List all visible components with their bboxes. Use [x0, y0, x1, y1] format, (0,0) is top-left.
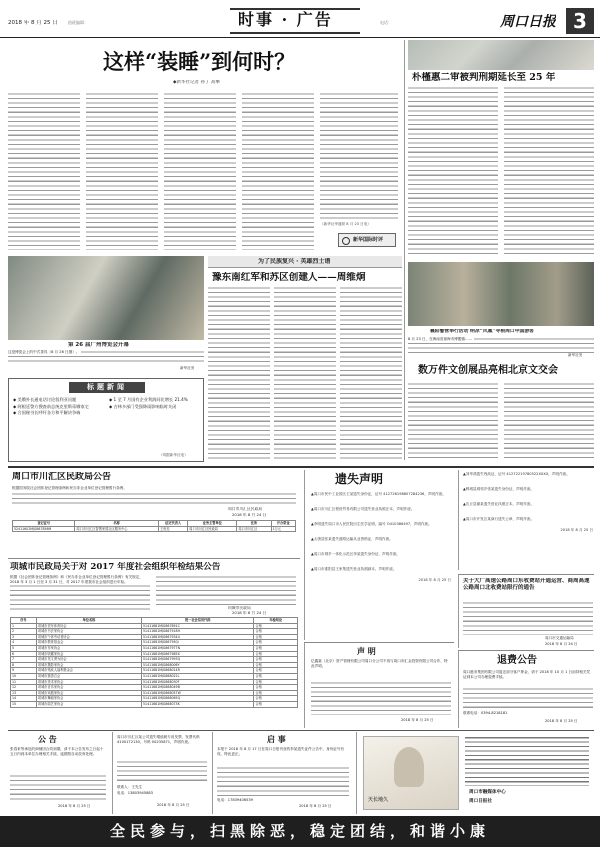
headline-index-box: [8, 378, 204, 462]
refund-notice: [458, 650, 594, 728]
refund-title: 退费公告: [497, 655, 537, 666]
lead-article: [8, 40, 401, 254]
index-item[interactable]: ◆ 吉林多部门受强降雨影响临时关闭: [109, 403, 177, 409]
table-header: 登记证号: [13, 521, 75, 527]
ad-tile-2: 周口市融媒体中心 周口日报社: [465, 736, 589, 810]
declaration-text: 亿鑫嘉（北京）资产管理有限公司周口分公司不再与周口市汇金投资有限公司合作，特此声明。: [311, 659, 448, 668]
table-row: 13 项城市戏剧家协会 51411681MJG868057W 合格: [11, 690, 298, 696]
table-header: 统一社会信用代码: [142, 618, 254, 624]
martyrs-title: 豫东南红军和苏区创建人——周维炯: [212, 272, 366, 283]
highway-title: 关于大广高速公路周口东收费站开通运营、商周高速公路周口北收费站限行的通告: [463, 578, 590, 591]
announce-text: 张春来等承包的商铺因合同到期，请于本公告发布之日起十五日内到本单位办理相关手续，逾期按自动放弃处理。: [10, 747, 104, 756]
lead-col-1: [8, 92, 80, 250]
right-photo-caption-lead: 8 月 23 日，在海南省琼海市博鳌镇……: [408, 337, 473, 341]
declaration-more: [311, 681, 451, 715]
lost-date: 2018 年 8 月 25 日: [418, 578, 451, 582]
table-row: 52411602MJG867856M 周口市川汇区智慧家园社区服务中心 王贵忠 周口市川汇区民政局 周口市川汇区 1万元: [13, 526, 296, 532]
right-top-col-1: [408, 86, 498, 256]
expo-credit: 新华社发: [180, 366, 195, 370]
lost-ticket-notice: [112, 732, 208, 814]
list-item: ▲李明遗失周口市人民医院出生医学证明，编号 O410386497，声明作废。: [311, 522, 432, 526]
chuanhui-table: [12, 520, 296, 532]
refund-text: 周口港务集团有限公司退还部分客户押金，请于 2018 年 10 月 1 日前持相关凭证到本公司办理退费手续。: [463, 670, 591, 679]
lead-right-rule: [404, 40, 405, 460]
page-header: [0, 0, 600, 38]
index-item[interactable]: ◆ 1 至 7 月国有企业利润同比增长 21.4%: [109, 397, 188, 402]
table-header: 业务主管单位: [188, 521, 237, 527]
xiangcheng-title: 项城市民政局关于对 2017 年度社会组织年检结果公告: [10, 562, 221, 572]
highway-sign: 周口市交通运输局: [545, 636, 574, 640]
martyrs-col-2: [274, 286, 336, 460]
table-row: 6 项城市收藏家协会 51411681MJG867985X 合格: [11, 651, 298, 657]
table-header: 序号: [11, 618, 37, 624]
culture-col-2: [504, 382, 594, 460]
chuanhui-notice: [8, 470, 300, 556]
right-small-date: 2018 年 8 月 25 日: [560, 528, 593, 532]
announce-more: [10, 774, 106, 800]
ad-tile-figure: [394, 747, 424, 787]
chuanhui-sign-date: 2018 年 8 月 24 日: [232, 513, 267, 517]
right-small-notices: [458, 470, 594, 570]
expo-caption-title: 第 26 届广州博览会开幕: [68, 342, 129, 348]
bottom-banner-text: 全民参与，扫黑除恶，稳定团结，和谐小康: [109, 822, 490, 840]
table-row: 12 项城市音乐家协会 51411681MJG868049B 合格: [11, 685, 298, 691]
refund-contact: 联系电话：0394-8218181: [463, 711, 508, 715]
ad-tile-1: 天长地久: [363, 736, 459, 810]
qishi-date: 2018 年 8 月 25 日: [299, 804, 332, 808]
xiangcheng-table: [10, 617, 298, 708]
martyrs-col-1: [208, 286, 270, 460]
right-top-article: [408, 40, 594, 258]
list-item: ▲周口市民中工业园区王某遗失身份证，证号 412726198807284236，声明作废。: [311, 492, 446, 496]
table-row: 5 项城市作家协会 51411681MJG867977N 合格: [11, 645, 298, 651]
lost-ticket-date: 2018 年 8 月 25 日: [157, 803, 190, 807]
index-item[interactable]: ◆ 阿根廷警方搜查前总统克里斯蒂娜家宅: [13, 403, 89, 409]
expo-caption-lead: 这是博览会上的中式茶具（8 月 26 日摄）。: [8, 350, 80, 354]
qishi-phone: 电话：17839406539: [217, 798, 253, 802]
lead-col-4: [242, 92, 314, 250]
lead-col-2: [86, 92, 158, 250]
lead-col-3: [164, 92, 236, 250]
qishi-more: [217, 766, 349, 796]
qishi-title: 启 事: [267, 734, 286, 744]
lost-ticket-more: [117, 760, 207, 782]
table-header: 开办资金: [271, 521, 295, 527]
list-item: ▲周口市城乡一体化示范区李某遗失身份证，声明作废。: [311, 552, 401, 556]
right-top-title: 朴槿惠二审被判刑期延长至 25 年: [412, 72, 556, 83]
bottom-ad-rule: [8, 730, 594, 731]
lost-title: 遗失声明: [335, 472, 384, 486]
expo-photo: [8, 256, 204, 340]
culture-title: 数万件文创展品亮相北京文交会: [418, 365, 558, 376]
globe-icon: [342, 237, 350, 245]
paper-masthead: 周口日报: [500, 14, 556, 30]
xiangcheng-sign-date: 2018 年 8 月 24 日: [232, 611, 267, 615]
right-small-list: [463, 472, 593, 533]
qishi-notice: [212, 732, 352, 814]
bottom-banner: [0, 816, 600, 847]
culture-col-1: [408, 382, 498, 460]
header-editor: 值班编辑：: [68, 20, 88, 25]
lead-byline: ◆新华社记者 孙丁 高攀: [173, 80, 220, 85]
table-row: 8 项城市摄影家协会 51411681MJG868006Y 合格: [11, 662, 298, 668]
announce-date: 2018 年 8 月 25 日: [58, 804, 91, 808]
right-photo-block: [408, 262, 594, 358]
index-left-list: [13, 397, 105, 417]
list-item: ▲周口市开发区某商行遗失公章，声明作废。: [463, 517, 535, 521]
table-row: 11 项城市美术家协会 51411681MJG868030F 合格: [11, 679, 298, 685]
list-item: ▲太康县张某遗失道路运输从业资格证，声明作废。: [311, 537, 393, 541]
table-row: 15 项城市曲艺家协会 51411681MJG868073K 合格: [11, 701, 298, 707]
photo-banner: [408, 40, 594, 70]
chuanhui-body: [12, 492, 296, 506]
index-item[interactable]: ◆ 合国秘书长呼吁各方和平解决争端: [13, 410, 81, 416]
lead-title: 这样“装睡”到何时？: [103, 49, 296, 74]
list-item: ▲周口市淮阳县王家集遗失营业执照副本，声明作废。: [311, 567, 397, 571]
index-item[interactable]: ◆ 美俄外长通电话讨论叙利亚问题: [13, 397, 77, 402]
xinhua-commentary-logo: 新华国际时评: [338, 233, 396, 247]
chuanhui-sign-org: 周口市川汇区民政局: [228, 507, 263, 511]
refund-more: [463, 687, 593, 709]
index-right-list: [109, 397, 201, 410]
index-stamp: （均据新华社电）: [159, 453, 188, 457]
table-row: 4 项城市教育基金会 51411681MJG867950J 合格: [11, 640, 298, 646]
lost-ticket-contact: 联系人：王先生: [117, 785, 143, 789]
expo-photo-block: [8, 256, 204, 374]
table-row: 14 项城市舞蹈家协会 51411681MJG868065Q 合格: [11, 696, 298, 702]
chuanhui-title: 周口市川汇区民政局公告: [12, 472, 112, 482]
lost-ticket-text: 周口市川汇区某公司遗失增值税专用发票，发票代码 4100172130，号码 00235871，声明作废。: [117, 735, 200, 744]
table-header: 年检结论: [254, 618, 298, 624]
list-item: ▲周口市川汇区程营贸易有限公司遗失营业执照正本，声明作废。: [311, 507, 415, 511]
header-phone: 电话：: [380, 20, 392, 25]
lead-col-5: [320, 92, 398, 220]
declaration-title: 声 明: [357, 646, 376, 656]
page-number: 3: [566, 8, 594, 34]
right-photo: [408, 262, 594, 326]
list-item: ▲郸城县城郊乡张某遗失身份证，声明作废。: [463, 487, 535, 491]
xiangcheng-sign-org: 项城市民政局: [228, 606, 251, 610]
xiangcheng-body-b: [156, 575, 296, 605]
highway-body: [463, 601, 593, 635]
culture-article: [408, 362, 594, 462]
section-label: 时事 · 广告: [238, 10, 333, 29]
xiangcheng-notice: [8, 558, 300, 728]
list-item: ▲沈丘县谢某遗失营业执照正本，声明作废。: [463, 502, 535, 506]
martyrs-col-3: [340, 286, 402, 460]
table-row: 9 项城市残疾人福利基金会 51411681MJG868014R 合格: [11, 668, 298, 674]
right-top-col-2: [504, 86, 594, 256]
right-photo-caption-title: 襄阳警营举行活动 纳凉“风凰”寻根周口中国游客: [430, 329, 534, 334]
lost-ticket-phone: 电话：13803945883: [117, 791, 153, 795]
table-row: 1 项城市老年体育协会 51411681MJG867891C 合格: [11, 623, 298, 629]
list-item: ▲刘华鸿遗失残疾证，证号 41272219780522XXXX，声明作废。: [463, 472, 570, 476]
table-header: 法定代表人: [158, 521, 187, 527]
ad-tiles: [356, 732, 594, 814]
martyrs-article: [208, 256, 402, 462]
refund-date: 2018 年 8 月 25 日: [545, 719, 578, 723]
announce-notice: [8, 732, 108, 814]
index-label: 标题新闻: [69, 382, 145, 393]
lead-footnote: （新华社华盛顿 8 月 23 日电）: [320, 222, 371, 226]
declaration: [304, 642, 454, 728]
right-photo-credit: 新华社发: [568, 353, 583, 357]
table-row: 10 项城市慈善总会 51411681MJG868022L 合格: [11, 673, 298, 679]
qishi-text: 本报于 2018 年 8 月 17 日在周口日报刊登的李某遗失证件公告中，身份证号有误，特此更正。: [217, 747, 345, 756]
declaration-date: 2018 年 8 月 25 日: [401, 718, 434, 722]
chuanhui-subtitle: 根据国务院社会团体登记管理条例和民办非企业单位登记管理暂行条例，: [12, 486, 127, 490]
highway-notice: [458, 574, 594, 648]
lost-list: [311, 492, 451, 583]
table-header: 名称: [75, 521, 159, 527]
table-header: 住所: [237, 521, 271, 527]
announce-title: 公 告: [38, 734, 57, 744]
martyrs-kicker: 为了民族复兴 · 英雄烈士谱: [258, 258, 331, 265]
table-row: 7 项城市见义勇为协会 51411681MJG867993Q 合格: [11, 657, 298, 663]
table-header: 单位名称: [36, 618, 141, 624]
table-row: 3 项城市个体劳动者协会 51411681MJG867934U 合格: [11, 634, 298, 640]
table-row: 2 项城市书法家协会 51411681MJG867918H 合格: [11, 629, 298, 635]
ad-section-rule: [8, 466, 594, 468]
xiangcheng-intro: 根据《社会团体登记管理条例》和《民办非企业单位登记管理暂行条例》有关规定，2018 年 3 月 1 日至 3 月 31 日，对 2017 年度我市社会组织进行年检。: [10, 575, 150, 585]
header-date: 2018 年 8 月 25 日: [8, 20, 58, 26]
highway-date: 2018 年 8 月 24 日: [545, 642, 578, 646]
header-rule: [0, 37, 600, 38]
lost-notices: [304, 470, 454, 640]
